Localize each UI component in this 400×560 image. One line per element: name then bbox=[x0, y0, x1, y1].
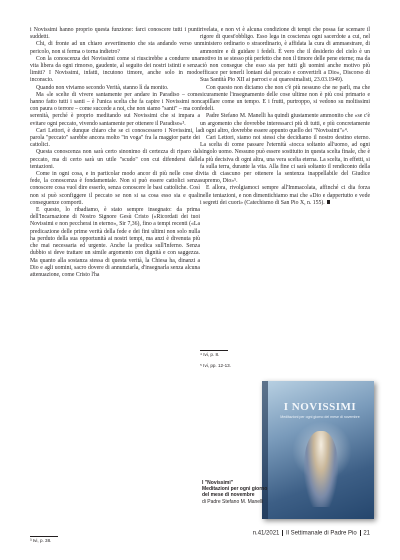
end-of-article-mark bbox=[327, 200, 331, 204]
paragraph: Cari Lettori, siamo noi stessi che decidiamo il nostro destino eterno. La scelta di come passare l'eternità «tocca soltanto all'uomo, ad ogni singolo uomo. Nessuno può essere sostituito in questa scelta finale, che è la più decisiva di ogni altra, una vera scelta eterna. La scelta, in effetti, si fa sulla terra, durante la vita. Alla fine ci sarà soltanto il rendiconto della vita di ciascuno per ottenere la sentenza inappellabile del Giudice supremo, Dio»⁵. bbox=[200, 135, 370, 185]
book-cover-image bbox=[262, 381, 374, 519]
footnote-left bbox=[30, 538, 51, 544]
left-text-column bbox=[30, 27, 200, 279]
paragraph: Chi, di fronte ad un chiaro avvertimento che sta andando verso un pericolo, non si ferma o torna indietro? bbox=[30, 41, 200, 55]
paragraph: Ma «le scelte di vivere santamente per andare in Paradiso – come hanno fatto tutti i santi – è l'unica scelta che fa capire i Novissimi non con paura o terrore – come succede a noi, che non siamo "santi" – ma con serenità, perché è proprio meditando sui Novissimi che si impara a evitare ogni peccato, vivendo santamente per ottenere il Paradiso»³. bbox=[30, 91, 200, 127]
paragraph: rivelata, e non vi è alcuna condizione di tempi che possa far scemare il rigore di quest'obbligo. Esso lega in coscienza ogni sacerdote a cui, nel ministero ordinario o straordinario, è affidata la cura di ammaestrare, di ammonire e di guidare i fedeli. È vero che il desiderio del cielo è un motivo in se stesso più perfetto che non il timore delle pene eterne; ma da ciò non consegue che esso sia per tutti gli uomini anche motivo più efficace per tenerli lontani dal peccato e convertirli a Dio», Discorso di Sua Santità Pio XII ai parroci e ai quaresimalisti, 23.03.1949). bbox=[200, 27, 370, 84]
paragraph: Con questo non diciamo che non c'è più nessuno che ne parli, ma che sicuramente l'insegnamento delle cose ultime non è più così primario e capillare come un tempo. E i frutti, purtroppo, si vedono su moltissimi fedeli. bbox=[200, 84, 370, 113]
paragraph: Quando non viviamo secondo Verità, stanno lì da monito. bbox=[36, 84, 169, 91]
book-caption bbox=[202, 480, 268, 505]
paragraph: i Novissimi hanno proprio questa funzione: farci conoscere tutti i punti suddetti. bbox=[30, 27, 200, 41]
page-number: 21 bbox=[363, 530, 370, 537]
book-cover-subtitle: Meditazioni per ogni giorno del mese di novembre bbox=[280, 415, 360, 419]
paragraph: Questa conoscenza non sarà certo sinonimo di certezza di riparo dal peccato, ma di certo sarà un utile "scudo" con cui difendersi dalle tentazioni. bbox=[30, 149, 200, 170]
caption-title: I "Novissimi" bbox=[202, 480, 234, 486]
paragraph: Padre Stefano M. Manelli ha quindi giustamente ammonito che «se c'è un argomento che dovrebbe interessarci più di tutti, e più concretamente di ogni altro, dovrebbe essere appunto quello dei "Novissimi"»⁴. bbox=[200, 113, 370, 134]
footnote-3: ³ Ivi, p. 38. bbox=[30, 538, 52, 543]
paragraph: E allora, rivolgiamoci sempre all'Immacolata, affinché ci dia forza nelle tentazioni, e non dimentichiamo mai che «Dio e dappertutto e vede i segreti dei cuori» (Catechismo di San Pio X, n. 155). bbox=[200, 185, 370, 206]
virgin-mary-figure-illustration bbox=[304, 431, 338, 507]
page-footer bbox=[253, 530, 370, 537]
paragraph: Come in ogni cosa, e in particolar modo ancor di più nelle cose di fede, la conoscenza è fondamentale. Non si può essere cattolici senza conoscere cosa vuol dire esserlo, senza conoscere le basi cattoliche. Così non si può sconfiggere il peccato se non si sa cosa esso sia e quali conseguenze comporti. bbox=[30, 171, 200, 206]
paragraph: Cari Lettori, è dunque chiaro che se ci conoscessero i Novissimi, la parola "peccato" sarebbe ancora molto "in voga" fra la maggior parte dei cattolici. bbox=[30, 127, 200, 149]
paragraph: E questo, lo ribadiamo, è stato sempre insegnato: da prima dell'Incarnazione di Nostro Signore Gesù Cristo («Ricordati dei tuoi Novissimi e non peccherai in eterno», Sir 7,36), fino a tempi recenti («La predicazione delle prime verità della fede e dei fini ultimi non solo nulla ha perduto della sua opportunità ai nostri tempi, ma anzi è divenuta più che mai necessaria ed urgente. Anche la predica sull'Inferno. Senza dubbio si deve trattare un simile argomento con dignità e con saggezza. Ma quanto alla sostanza stessa di questa verità, la Chiesa ha, dinanzi a Dio e agli uomini, sacro dovere di annunziarla, d'insegnarla senza alcuna attenuazione, come Cristo l'ha bbox=[30, 207, 200, 278]
footer-separator bbox=[360, 530, 361, 536]
footnote-rule-right bbox=[200, 350, 228, 351]
caption-author: di Padre Stefano M. Manelli bbox=[202, 499, 264, 505]
footnote-4: ⁴ Ivi, p. 8. bbox=[200, 352, 220, 357]
book-cover-title: I NOVISSIMI bbox=[283, 401, 357, 413]
footnote-rule-left bbox=[30, 536, 58, 537]
magazine-name: Il Settimanale di Padre Pio bbox=[286, 530, 357, 537]
footnote-right bbox=[200, 352, 231, 369]
footnote-5: ⁵ Ivi, pp. 12-13. bbox=[200, 363, 232, 368]
issue-number: n.41/2021 bbox=[252, 530, 280, 537]
right-text-column bbox=[200, 27, 370, 207]
footer-separator bbox=[282, 530, 283, 536]
paragraph: Con la conoscenza dei Novissimi come si riuscirebbe a condurre una vita libera da ogni rimorso, gaudente, al seguito dei nostri istinti e senza limiti? I Novissimi, infatti, incutono timore, anche solo in modo inconscio. bbox=[30, 55, 200, 84]
caption-subtitle: Meditazioni per ogni giorno del mese di novembre bbox=[202, 486, 268, 498]
